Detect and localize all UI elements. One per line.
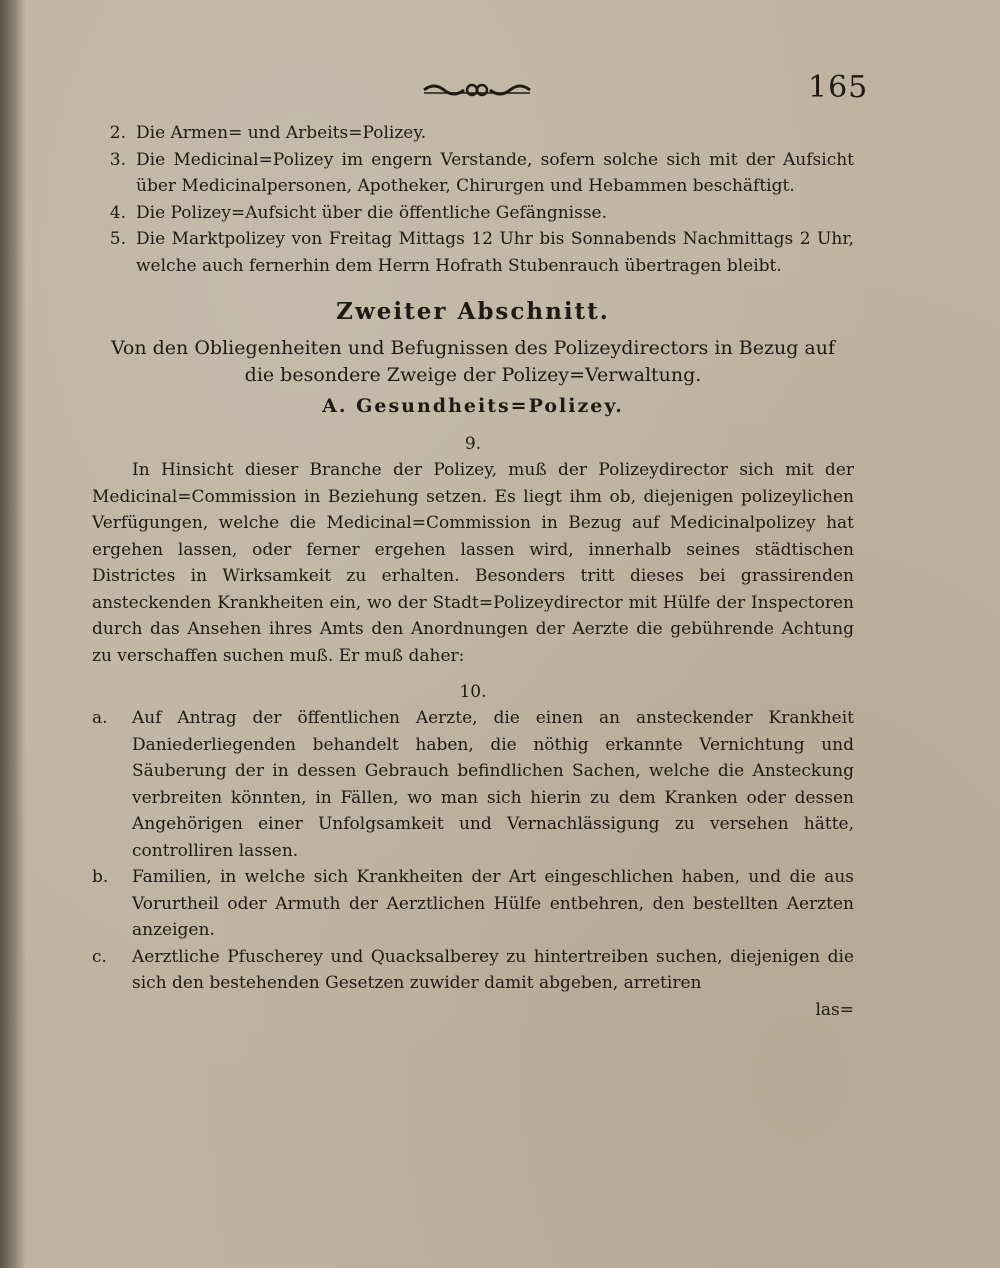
section-heading: Zweiter Abschnitt. bbox=[336, 298, 610, 325]
lettered-item-label: b. bbox=[92, 867, 109, 887]
lettered-item bbox=[92, 705, 854, 864]
list-item bbox=[92, 226, 854, 279]
page-body bbox=[92, 120, 854, 1023]
lettered-item bbox=[92, 944, 854, 997]
lettered-item bbox=[92, 864, 854, 944]
list-item bbox=[92, 120, 854, 147]
list-item-text: Die Polizey=Aufsicht über die öffentliche Gefängnisse. bbox=[136, 202, 608, 223]
page-header bbox=[0, 70, 1000, 110]
ornament-divider-icon bbox=[422, 80, 532, 98]
list-item-number: 4. bbox=[109, 202, 126, 223]
list-item-number: 2. bbox=[109, 123, 126, 143]
subsection-heading: A. Gesundheits=Polizey. bbox=[322, 395, 624, 417]
section-subtitle: Von den Obliegenheiten und Befugnissen des Polizeydirectors in Bezug auf die besondere Zweige der Polizey=Verwaltung. bbox=[110, 337, 836, 386]
lettered-item-text: Aerztliche Pfuscherey und Quacksalberey zu hintertreiben suchen, diejenigen die sich den bestehenden Gesetzen zuwider damit abgeben, arretiren bbox=[132, 946, 854, 993]
list-item bbox=[92, 200, 854, 227]
list-item-text: Die Marktpolizey von Freitag Mittags 12 Uhr bis Sonnabends Nachmittags 2 Uhr, welche auch fernerhin dem Herrn Hofrath Stubenrauch übertragen bleibt. bbox=[136, 229, 854, 276]
paragraph-text: In Hinsicht dieser Branche der Polizey, muß der Polizeydirector sich mit der Medicinal=Commission in Beziehung setzen. Es liegt ihm ob, diejenigen polizeylichen Verfügungen, welche die Medicinal=Commission in Bezug auf Medicinalpolizey hat ergehen lassen, oder ferner ergehen lassen wird, innerhalb seines städtischen Districtes in Wirksamkeit zu erhalten. Besonders tritt dieses bei grassirenden ansteckenden Krankheiten ein, wo der Stadt=Polizeydirector mit Hülfe der Inspectoren durch das Ansehen ihres Amts den Anordnungen der Aerzte die gebührende Achtung zu verschaffen suchen muß. Er muß daher: bbox=[92, 460, 854, 666]
list-item-number: 5. bbox=[109, 229, 126, 249]
list-item bbox=[92, 147, 854, 200]
paragraph-number: 10. bbox=[459, 682, 487, 702]
lettered-item-label: a. bbox=[92, 708, 108, 728]
list-item-text: Die Medicinal=Polizey im engern Verstande, sofern solche sich mit der Aufsicht über Medicinalpersonen, Apotheker, Chirurgen und Hebammen beschäftigt. bbox=[136, 149, 854, 196]
paragraph-number: 9. bbox=[464, 434, 482, 454]
catchword: las= bbox=[815, 999, 854, 1020]
lettered-item-text: Auf Antrag der öffentlichen Aerzte, die einen an ansteckender Krankheit Daniederliegenden behandelt haben, die nöthig erkannte Vernichtung und Säuberung der in dessen Gebrauch befindlichen Sachen, welche die Ansteckung verbreiten könnten, in Fällen, wo man sich hierin zu dem Kranken oder dessen Angehörigen einer Unfolgsamkeit und Vernachlässigung zu versehen hätte, controlliren lassen. bbox=[132, 708, 854, 861]
lettered-item-label: c. bbox=[92, 946, 107, 967]
lettered-item-text: Familien, in welche sich Krankheiten der Art eingeschlichen haben, und die aus Vorurtheil oder Armuth der Aerztlichen Hülfe entbehren, den bestellten Aerzten anzeigen. bbox=[132, 867, 854, 940]
page-number: 165 bbox=[808, 70, 869, 105]
list-item-number: 3. bbox=[109, 149, 126, 170]
page-gutter-shadow bbox=[0, 0, 26, 1268]
list-item-text: Die Armen= und Arbeits=Polizey. bbox=[136, 123, 427, 143]
